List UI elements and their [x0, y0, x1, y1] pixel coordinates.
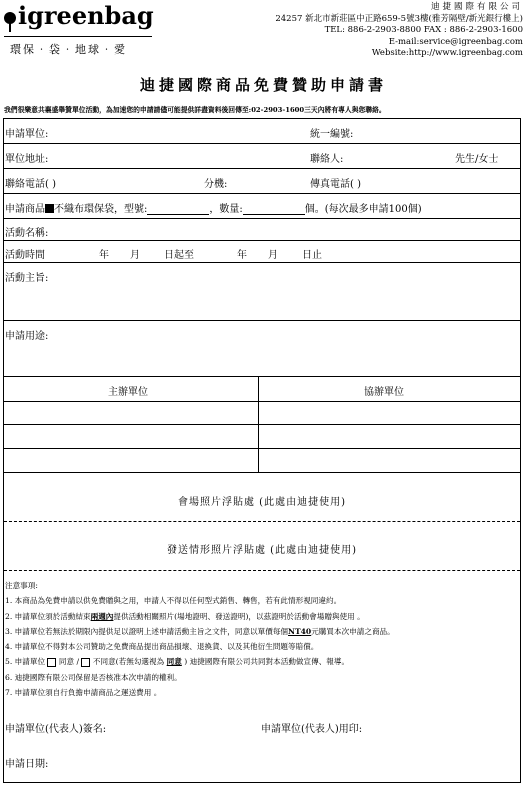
logo-divider [4, 36, 152, 37]
note-2 [4, 609, 520, 624]
slogan: 環保‧袋‧地球‧愛 [10, 43, 127, 56]
row-product [4, 194, 520, 219]
model-input[interactable] [147, 214, 209, 215]
address-field[interactable]: 單位地址: [5, 154, 49, 165]
unified-number-field[interactable]: 統一編號: [310, 129, 354, 140]
row-applicant [4, 119, 520, 144]
page-title: 迪捷國際商品免費贊助申請書 [139, 76, 387, 94]
note-3-price: NT40 [288, 626, 312, 636]
agree-checkbox[interactable] [47, 658, 56, 667]
row-activity-time [4, 241, 520, 263]
row-activity-purpose [4, 263, 520, 321]
month-to[interactable]: 月 [268, 250, 278, 261]
note-5-rest: ) 迪捷國際有限公司共同對本活動做宣傳、報導。 [184, 657, 350, 667]
note-6: 6. 迪捷國際有限公司保留是否核准本次申請的權利。 [5, 672, 182, 682]
notes-section [4, 578, 520, 700]
product-line [5, 200, 422, 215]
quantity-label: ，數量: [209, 204, 243, 215]
contact-field[interactable]: 聯絡人: [310, 154, 344, 165]
note-2-rest: 提供活動相關照片(場地證明、發送證明)，以茲證明於活動會場贈與使用 。 [113, 611, 365, 621]
salutation: 先生/女士 [455, 154, 499, 165]
company-logo [4, 1, 154, 30]
notes-heading: 注意事項: [5, 581, 38, 590]
note-2-text: 2. 申請單位須於活動結束 [5, 611, 91, 621]
company-email[interactable]: E-mail:service@igreenbag.com [388, 36, 523, 47]
quantity-input[interactable] [243, 214, 305, 215]
note-3-rest: 元購買本次申請之商品。 [311, 626, 395, 636]
row-phone [4, 169, 520, 194]
checkbox-checked-icon[interactable] [45, 204, 54, 213]
stamp-field[interactable]: 申請單位(代表人)用印: [261, 724, 363, 735]
row-activity-name [4, 219, 520, 241]
activity-purpose-field[interactable]: 活動主旨: [5, 273, 49, 284]
note-7: 7. 申請單位須自行負擔申請商品之運送費用 。 [5, 688, 162, 698]
table-row-line [4, 448, 520, 449]
agree-label: 同意 / [58, 657, 80, 667]
venue-photo-area[interactable]: 會場照片浮貼處 (此處由迪捷使用) [178, 497, 346, 508]
notes-divider [4, 570, 520, 571]
day-to[interactable]: 日止 [302, 250, 322, 261]
default-agree: 同意 [166, 657, 182, 667]
note-3 [4, 624, 520, 639]
organizer-table [4, 377, 520, 473]
application-date-field[interactable]: 申請日期: [5, 759, 49, 770]
company-tel-fax: TEL: 886-2-2903-8800 FAX : 886-2-2903-1600 [324, 25, 523, 35]
phone-field[interactable]: 聯絡電話( ) [5, 179, 56, 190]
quantity-suffix: 個。(每次最多申請100個) [304, 204, 422, 215]
company-info [275, 2, 523, 60]
year-from[interactable]: 年 [99, 250, 109, 261]
co-organizer-header: 協辦單位 [364, 387, 404, 398]
note-2-deadline: 兩週內 [90, 611, 114, 621]
fax-field[interactable]: 傳真電話( ) [310, 179, 361, 190]
disagree-label: 不同意(若無勾選視為 [92, 657, 165, 667]
activity-time-label: 活動時間 [5, 250, 45, 261]
letterhead [0, 0, 527, 70]
note-1: 1. 本商品為免費申請以供免費贈與之用，申請人不得以任何型式銷售、轉售，若有此情形視同違約。 [5, 596, 342, 606]
year-to[interactable]: 年 [237, 250, 247, 261]
month-from[interactable]: 月 [130, 250, 140, 261]
company-website[interactable]: Website:http://www.igreenbag.com [371, 48, 523, 58]
product-label: 申請商品 [5, 204, 45, 215]
note-5 [4, 654, 520, 669]
table-row-line [4, 424, 520, 425]
row-address [4, 144, 520, 169]
applicant-unit-field[interactable]: 申請單位: [5, 129, 49, 140]
note-5-text: 5. 申請單位 [5, 657, 46, 667]
organizer-header: 主辦單位 [108, 387, 148, 398]
delivery-photo-area[interactable]: 發送情形照片浮貼處 (此處由迪捷使用) [167, 545, 357, 556]
leaf-icon [4, 12, 16, 24]
table-row-line [4, 401, 520, 402]
note-4: 4. 申請單位不得對本公司贊助之免費商品提出商品損壞、退換貨、以及其他衍生問題等賠償。 [5, 642, 319, 652]
disagree-checkbox[interactable] [81, 658, 90, 667]
signature-field[interactable]: 申請單位(代表人)簽名: [5, 724, 107, 735]
table-row-line [4, 472, 520, 473]
activity-name-field[interactable]: 活動名稱: [5, 228, 49, 239]
logo-text: igreenbag [18, 1, 154, 30]
column-divider [258, 377, 259, 473]
application-use-field[interactable]: 申請用途: [5, 331, 49, 342]
day-from[interactable]: 日起至 [164, 250, 194, 261]
note-3-text: 3. 申請單位若無法於期限內提供足以證明上述申請活動主旨之文件，同意以單價每個 [5, 626, 289, 636]
ext-field[interactable]: 分機: [204, 179, 228, 190]
company-address: 24257 新北市新莊區中正路659-5號3樓(雅芳隔壁/新光銀行樓上) [275, 13, 523, 24]
photo-divider [4, 521, 520, 522]
product-name: 不織布環保袋，型號: [54, 204, 148, 215]
row-application-use [4, 321, 520, 377]
application-form [3, 118, 521, 783]
intro-text: 我們很樂意共襄盛舉贊單位活動，為加速您的申請請儘可能提供詳盡資料後回傳至:02-2903-1600三天內將有專人與您聯絡。 [4, 106, 386, 114]
company-name: 迪捷國際有限公司 [430, 2, 523, 12]
